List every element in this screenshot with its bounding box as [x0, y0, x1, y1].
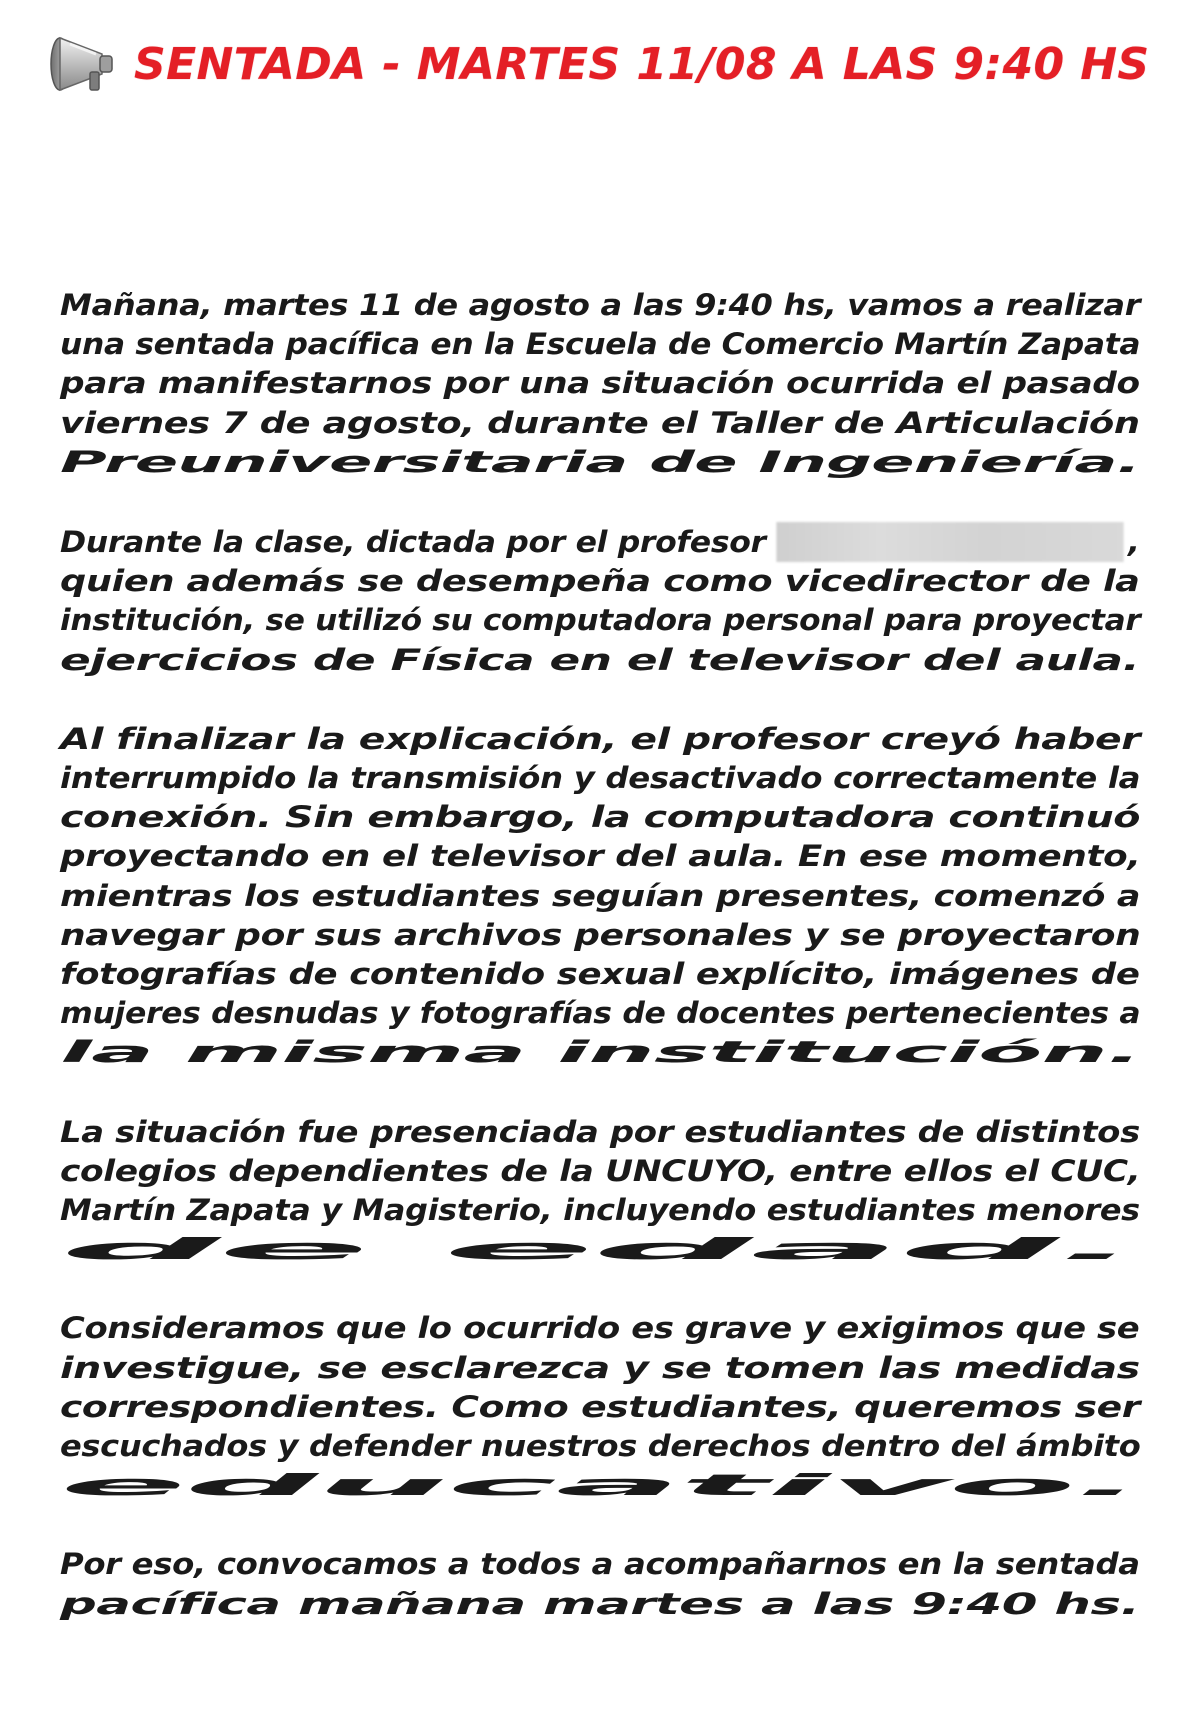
text-line: mientras los estudiantes seguían presentes, comenzó a	[60, 878, 1141, 913]
text-line: escuchados y defender nuestros derechos dentro del ámbito	[60, 1429, 1141, 1464]
text-line: quien además se desempeña como vicedirector de la	[60, 564, 1140, 599]
text-line: Consideramos que lo ocurrido es grave y exigimos que se	[60, 1311, 1140, 1346]
text-line: Al finalizar la explicación, el profesor creyó haber	[60, 721, 1141, 756]
text-line: fotografías de contenido sexual explícito, imágenes de	[60, 957, 1140, 992]
text-line: Martín Zapata y Magisterio, incluyendo estudiantes menores	[60, 1193, 1140, 1228]
text-before-redaction: Durante la clase, dictada por el profesor	[60, 525, 777, 560]
text-line: correspondientes. Como estudiantes, queremos ser	[60, 1389, 1140, 1424]
text-line: una sentada pacífica en la Escuela de Comercio Martín Zapata	[60, 327, 1141, 362]
text-line: de edad.	[60, 1232, 1140, 1267]
text-line: para manifestarnos por una situación ocurrida el pasado	[60, 366, 1140, 401]
text-line: investigue, se esclarezca y se tomen las medidas	[60, 1350, 1140, 1385]
text-after-redaction: ,	[1128, 525, 1140, 560]
page-title: SENTADA - MARTES 11/08 A LAS 9:40 HS	[134, 38, 1150, 90]
paragraph-2	[60, 522, 1160, 680]
text-line: La situación fue presenciada por estudiantes de distintos	[60, 1114, 1140, 1149]
text-line: Mañana, martes 11 de agosto a las 9:40 hs, vamos a realizar	[60, 288, 1141, 322]
text-line: Preuniversitaria de Ingeniería.	[60, 444, 1141, 479]
text-line: mujeres desnudas y fotografías de docentes pertenecientes a	[60, 996, 1141, 1031]
text-line: educativo.	[60, 1468, 1144, 1503]
text-line: viernes 7 de agosto, durante el Taller de Articulación	[60, 405, 1140, 440]
text-line: navegar por sus archivos personales y se proyectaron	[60, 917, 1141, 952]
text-line: institución, se utilizó su computadora personal para proyectar	[60, 603, 1141, 638]
text-line: pacífica mañana martes a las 9:40 hs.	[60, 1586, 1140, 1621]
text-line: conexión. Sin embargo, la computadora continuó	[60, 800, 1141, 835]
paragraph-6	[60, 1545, 1160, 1623]
text-line: ejercicios de Física en el televisor del aula.	[60, 642, 1140, 677]
redacted-name	[776, 522, 1123, 562]
paragraph-1	[60, 286, 1160, 482]
text-line: colegios dependientes de la UNCUYO, entre ellos el CUC,	[60, 1153, 1141, 1188]
megaphone-icon	[48, 30, 120, 98]
text-line: la misma institución.	[60, 1035, 1142, 1070]
header	[48, 22, 1160, 106]
paragraph-5	[60, 1309, 1160, 1505]
paragraph-3	[60, 720, 1160, 1073]
text-line	[60, 522, 1200, 562]
text-line: proyectando en el televisor del aula. En ese momento,	[60, 839, 1141, 874]
paragraph-4	[60, 1113, 1160, 1270]
text-line: Por eso, convocamos a todos a acompañarnos en la sentada	[60, 1547, 1140, 1582]
text-line: interrumpido la transmisión y desactivado correctamente la	[60, 761, 1141, 796]
announcement-body	[60, 286, 1160, 1664]
